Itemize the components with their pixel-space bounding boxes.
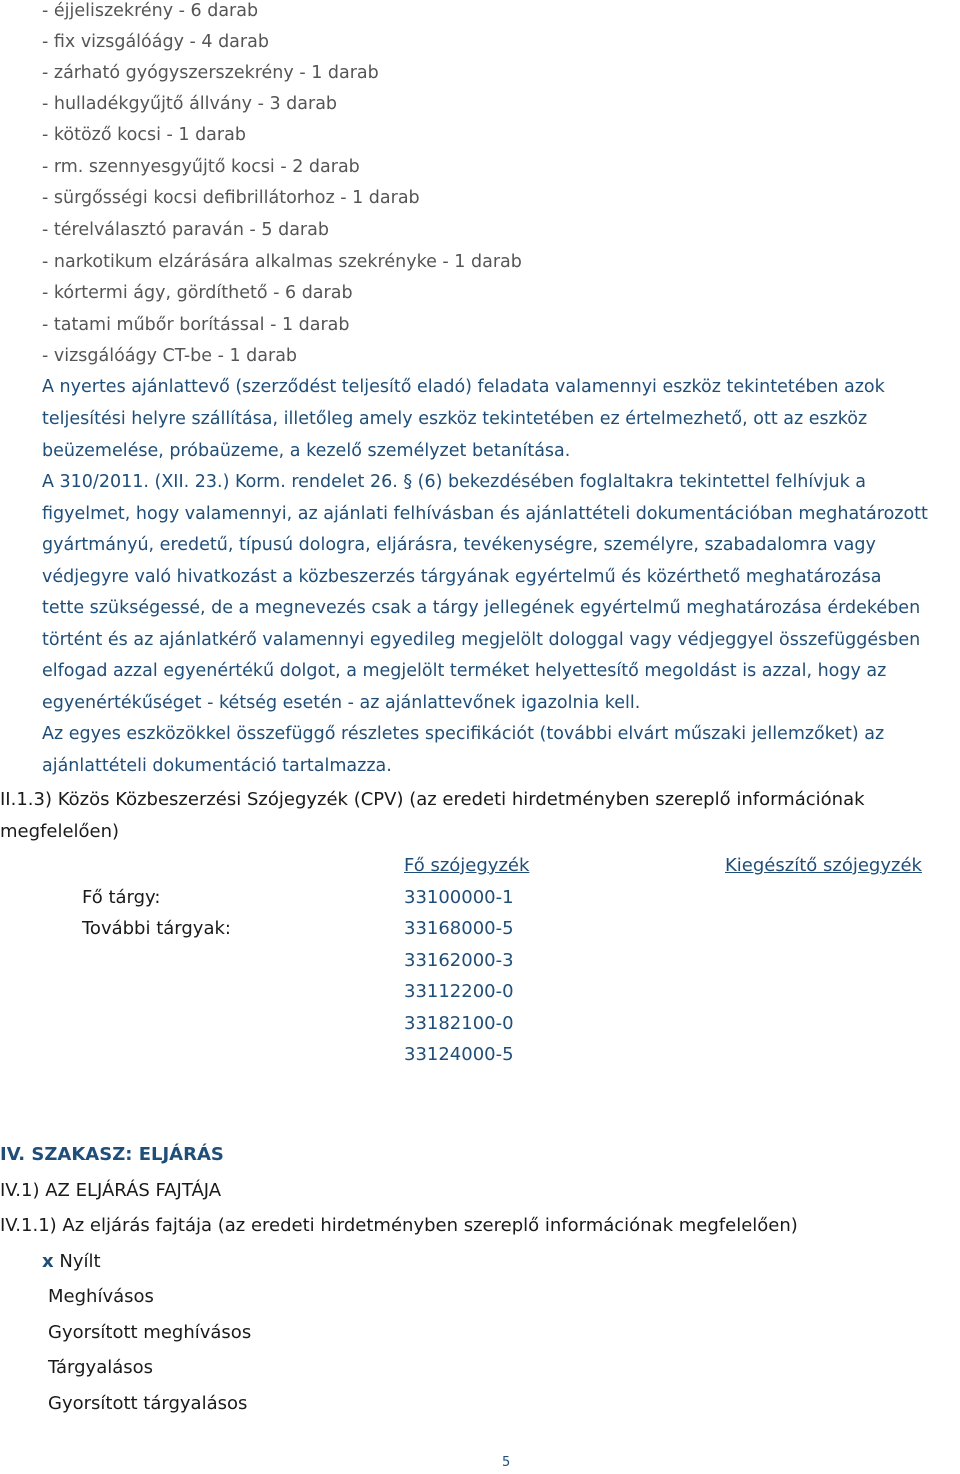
option-restricted: Meghívásos	[48, 1286, 154, 1307]
option-label: Nyílt	[59, 1251, 101, 1272]
paragraph-line: A 310/2011. (XII. 23.) Korm. rendelet 26. § (6) bekezdésében foglaltakra tekintettel felhívjuk a	[42, 472, 866, 492]
sub-heading: IV.1) AZ ELJÁRÁS FAJTÁJA	[0, 1180, 222, 1201]
supplementary-vocabulary-header: Kiegészítő szójegyzék	[725, 855, 922, 876]
paragraph-line: figyelmet, hogy valamennyi, az ajánlati felhívásban és ajánlattételi dokumentációban meghatározott	[42, 504, 928, 524]
cpv-code: 33124000-5	[404, 1044, 514, 1065]
main-vocabulary-header: Fő szójegyzék	[404, 855, 530, 876]
list-item: - kórtermi ágy, gördíthető - 6 darab	[42, 283, 353, 303]
paragraph-line: tette szükségessé, de a megnevezés csak a tárgy jellegének egyértelmű meghatározása érdekében	[42, 598, 921, 618]
list-item: - zárható gyógyszerszekrény - 1 darab	[42, 63, 379, 83]
paragraph-line: védjegyre való hivatkozást a közbeszerzés tárgyának egyértelmű és közérthető meghatározása	[42, 567, 882, 587]
list-item: - térelválasztó paraván - 5 darab	[42, 220, 329, 240]
list-item: - kötöző kocsi - 1 darab	[42, 125, 246, 145]
option-accelerated-restricted: Gyorsított meghívásos	[48, 1322, 252, 1343]
cpv-code: 33182100-0	[404, 1013, 514, 1034]
paragraph-line: elfogad azzal egyenértékű dolgot, a megjelölt terméket helyettesítő megoldást is azzal, hogy az	[42, 661, 887, 681]
cpv-code: 33112200-0	[404, 981, 514, 1002]
main-subject-code: 33100000-1	[404, 887, 514, 908]
list-item: - sürgősségi kocsi defibrillátorhoz - 1 darab	[42, 188, 420, 208]
section-heading: IV. SZAKASZ: ELJÁRÁS	[0, 1144, 224, 1165]
additional-subjects-label: További tárgyak:	[82, 918, 231, 939]
paragraph-line: A nyertes ajánlattevő (szerződést teljesítő eladó) feladata valamennyi eszköz tekintetében azok	[42, 377, 885, 397]
option-open	[42, 1251, 101, 1272]
list-item: - vizsgálóágy CT-be - 1 darab	[42, 346, 298, 366]
paragraph-line: egyenértékűséget - kétség esetén - az ajánlattevőnek igazolnia kell.	[42, 693, 641, 713]
paragraph-line: gyártmányú, eredetű, típusú dologra, eljárásra, tevékenységre, személyre, szabadalomra vagy	[42, 535, 876, 555]
cpv-title-cont: megfelelően)	[0, 821, 120, 842]
list-item: - fix vizsgálóágy - 4 darab	[42, 32, 269, 52]
paragraph-line: beüzemelése, próbaüzeme, a kezelő személyzet betanítása.	[42, 441, 571, 461]
page-number: 5	[502, 1455, 511, 1470]
list-item: - rm. szennyesgyűjtő kocsi - 2 darab	[42, 157, 360, 177]
procedure-type-question: IV.1.1) Az eljárás fajtája (az eredeti hirdetményben szereplő információnak megfelelően)	[0, 1215, 798, 1236]
list-item: - éjjeliszekrény - 6 darab	[42, 1, 259, 21]
paragraph-line: Az egyes eszközökkel összefüggő részletes specifikációt (további elvárt műszaki jellemzőket) az	[42, 724, 885, 744]
paragraph-line: ajánlattételi dokumentáció tartalmazza.	[42, 756, 392, 776]
list-item: - tatami műbőr borítással - 1 darab	[42, 315, 350, 335]
selected-marker: x	[42, 1251, 54, 1272]
cpv-code: 33162000-3	[404, 950, 514, 971]
cpv-code: 33168000-5	[404, 918, 514, 939]
paragraph-line: történt és az ajánlatkérő valamennyi egyedileg megjelölt dologgal vagy védjeggyel összefüggésben	[42, 630, 921, 650]
option-negotiated: Tárgyalásos	[48, 1357, 154, 1378]
paragraph-line: teljesítési helyre szállítása, illetőleg amely eszköz tekintetében ez értelmezhető, ott az eszköz	[42, 409, 868, 429]
list-item: - narkotikum elzárására alkalmas szekrényke - 1 darab	[42, 252, 522, 272]
list-item: - hulladékgyűjtő állvány - 3 darab	[42, 94, 338, 114]
main-subject-label: Fő tárgy:	[82, 887, 161, 908]
cpv-title: II.1.3) Közös Közbeszerzési Szójegyzék (CPV) (az eredeti hirdetményben szereplő információnak	[0, 789, 865, 810]
option-accelerated-negotiated: Gyorsított tárgyalásos	[48, 1393, 248, 1414]
